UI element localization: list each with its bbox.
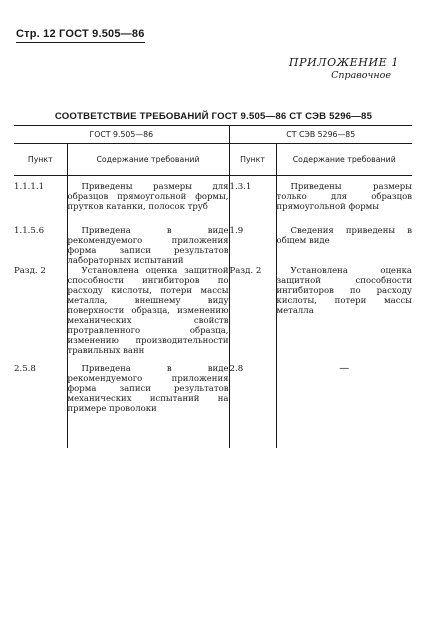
- header-sev-content: Содержание требований: [276, 144, 412, 176]
- page-header: Стр. 12 ГОСТ 9.505—86: [16, 28, 145, 40]
- table-sub-header-row: [14, 144, 412, 176]
- gost-item: Разд. 2: [14, 266, 46, 276]
- appendix-subtitle: Справочное: [331, 70, 391, 81]
- group-header-gost: ГОСТ 9.505—86: [14, 126, 229, 144]
- header-gost-item: Пункт: [14, 144, 67, 176]
- table-row: [14, 226, 412, 266]
- table-row: [14, 266, 412, 356]
- gost-item: 1.1.5.6: [14, 226, 45, 236]
- table-row-spacer: [14, 428, 412, 448]
- gost-requirement: Приведена в виде рекомендуемого приложения форма записи результатов лабораторных испытаний: [67, 226, 229, 266]
- sev-requirement: Сведения приведены в общем виде: [276, 226, 412, 266]
- appendix-title: ПРИЛОЖЕНИЕ 1: [288, 56, 399, 69]
- group-header-sev: СТ СЭВ 5296—85: [229, 126, 412, 144]
- gost-requirement: Приведена в виде рекомендуемого приложения форма записи результатов механических испытаний на примере проволоки: [67, 356, 229, 428]
- table-row: [14, 176, 412, 227]
- sev-requirement: Установлена оценка защитной способности ингибиторов по расходу кислоты, потери массы металла: [276, 266, 412, 356]
- gost-item: 2.5.8: [14, 364, 36, 374]
- sev-requirement: —: [276, 356, 412, 428]
- sev-item: Разд. 2: [229, 266, 276, 356]
- table-group-header-row: [14, 126, 412, 144]
- document-title: СООТВЕТСТВИЕ ТРЕБОВАНИЙ ГОСТ 9.505—86 СТ СЭВ 5296—85: [54, 111, 373, 122]
- header-gost-content: Содержание требований: [67, 144, 229, 176]
- sev-item: 1.3.1: [229, 176, 276, 227]
- gost-requirement: Установлена оценка защитной способности ингибиторов по расходу кислоты, потери массы металла, внешнему виду поверхности образца, изменению механических свойств протравленного образца, изменению производительности травильных ванн: [67, 266, 229, 356]
- sev-item: 1.9: [229, 226, 276, 266]
- sev-requirement: Приведены размеры только для образцов прямоугольной формы: [276, 176, 412, 227]
- requirements-table: [14, 125, 412, 448]
- sev-item: 2.8: [229, 356, 276, 428]
- gost-item: 1.1.1.1: [14, 182, 45, 192]
- gost-requirement: Приведены размеры для образцов прямоугольной формы, прутков катанки, полосок труб: [67, 176, 229, 227]
- table-row: [14, 356, 412, 428]
- header-sev-item: Пункт: [229, 144, 276, 176]
